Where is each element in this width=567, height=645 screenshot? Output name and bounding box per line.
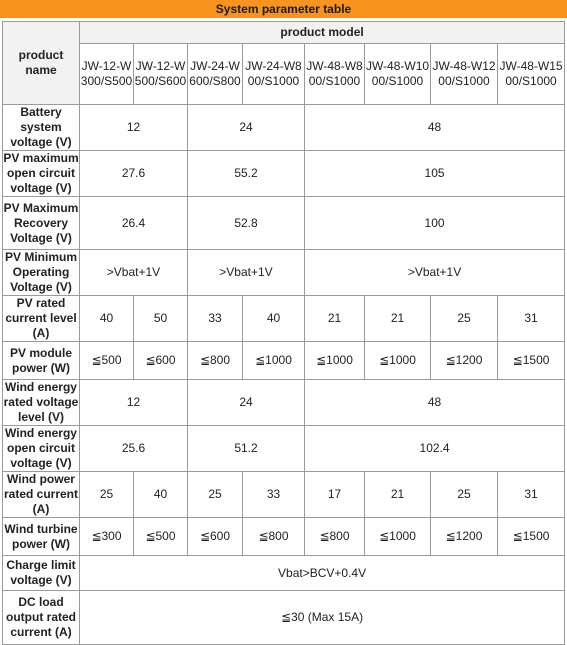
cell-value: >Vbat+1V — [188, 250, 305, 296]
cell-value: 100 — [305, 197, 565, 250]
row-label: Wind energy open circuit voltage (V) — [3, 426, 80, 472]
product-name-header: product name — [3, 22, 80, 105]
row-label: DC load output rated current (A) — [3, 591, 80, 645]
cell-value: 25 — [80, 472, 134, 518]
table-row — [3, 472, 565, 518]
cell-value: ≦600 — [134, 342, 188, 380]
model-name: JW-24-W600/S800 — [188, 44, 243, 105]
row-label: PV Minimum Operating Voltage (V) — [3, 250, 80, 296]
cell-value: ≦500 — [134, 518, 188, 556]
cell-value: 33 — [243, 472, 305, 518]
cell-value: ≦1000 — [365, 342, 431, 380]
model-name: JW-48-W1200/S1000 — [431, 44, 498, 105]
cell-value: 12 — [80, 105, 188, 151]
product-model-header: product model — [80, 22, 565, 44]
cell-value: ≦1200 — [431, 342, 498, 380]
cell-value: 52.8 — [188, 197, 305, 250]
cell-value: ≦1500 — [498, 518, 565, 556]
cell-value: ≦1000 — [365, 518, 431, 556]
table-row — [3, 426, 565, 472]
cell-value: 31 — [498, 296, 565, 342]
table-row — [3, 105, 565, 151]
table-row — [3, 518, 565, 556]
row-label: PV maximum open circuit voltage (V) — [3, 151, 79, 195]
cell-value: 102.4 — [305, 426, 565, 472]
cell-value: 31 — [498, 472, 565, 518]
cell-value: ≦1500 — [498, 342, 565, 380]
cell-value: >Vbat+1V — [80, 250, 188, 296]
system-parameter-table — [2, 21, 565, 645]
row-label: Charge limit voltage (V) — [3, 556, 80, 591]
cell-value: ≦300 — [80, 518, 134, 556]
model-name: JW-12-W500/S600 — [134, 44, 188, 105]
row-label: PV rated current level (A) — [3, 296, 80, 342]
row-label: Wind power rated current (A) — [3, 472, 79, 516]
cell-value: 50 — [134, 296, 188, 342]
cell-value: ≦30 (Max 15A) — [80, 591, 565, 645]
cell-value: 40 — [80, 296, 134, 342]
model-name: JW-48-W800/S1000 — [305, 44, 365, 105]
cell-value: ≦500 — [80, 342, 134, 380]
cell-value: 40 — [134, 472, 188, 518]
cell-value: ≦600 — [188, 518, 243, 556]
cell-value: 33 — [188, 296, 243, 342]
row-label: Battery system voltage (V) — [3, 105, 80, 151]
cell-value: 40 — [243, 296, 305, 342]
cell-value: 25.6 — [80, 426, 188, 472]
model-name: JW-12-W300/S500 — [80, 44, 134, 105]
table-row — [3, 591, 565, 645]
cell-value: ≦1200 — [431, 518, 498, 556]
cell-value: 51.2 — [188, 426, 305, 472]
cell-value: 24 — [188, 380, 305, 426]
cell-value: 25 — [431, 296, 498, 342]
cell-value: 105 — [305, 151, 565, 197]
model-name: JW-48-W1000/S1000 — [365, 44, 431, 105]
table-title-bar — [0, 0, 567, 18]
table-row — [3, 296, 565, 342]
cell-value: 21 — [305, 296, 365, 342]
cell-value: 21 — [365, 296, 431, 342]
row-label: Wind energy rated voltage level (V) — [3, 380, 79, 424]
cell-value: ≦1000 — [305, 342, 365, 380]
cell-value: 26.4 — [80, 197, 188, 250]
cell-value: >Vbat+1V — [305, 250, 565, 296]
table-row — [3, 380, 565, 426]
cell-value: 55.2 — [188, 151, 305, 197]
table-row — [3, 250, 565, 296]
cell-value: 24 — [188, 105, 305, 151]
row-label: PV module power (W) — [3, 342, 80, 380]
cell-value: 21 — [365, 472, 431, 518]
cell-value: 25 — [431, 472, 498, 518]
cell-value: 17 — [305, 472, 365, 518]
cell-value: 48 — [305, 105, 565, 151]
cell-value: 25 — [188, 472, 243, 518]
table-row — [3, 151, 565, 197]
cell-value: ≦800 — [243, 518, 305, 556]
cell-value: 27.6 — [80, 151, 188, 197]
cell-value: 48 — [305, 380, 565, 426]
cell-value: 12 — [80, 380, 188, 426]
row-label: PV Maximum Recovery Voltage (V) — [3, 197, 80, 250]
model-name: JW-48-W1500/S1000 — [498, 44, 565, 105]
table-title: System parameter table — [215, 2, 352, 16]
cell-value: ≦1000 — [243, 342, 305, 380]
table-row — [3, 342, 565, 380]
cell-value: ≦800 — [188, 342, 243, 380]
model-name: JW-24-W800/S1000 — [243, 44, 305, 105]
cell-value: Vbat>BCV+0.4V — [80, 556, 565, 591]
table-row — [3, 556, 565, 591]
row-label: Wind turbine power (W) — [3, 518, 80, 556]
cell-value: ≦800 — [305, 518, 365, 556]
table-row — [3, 197, 565, 250]
